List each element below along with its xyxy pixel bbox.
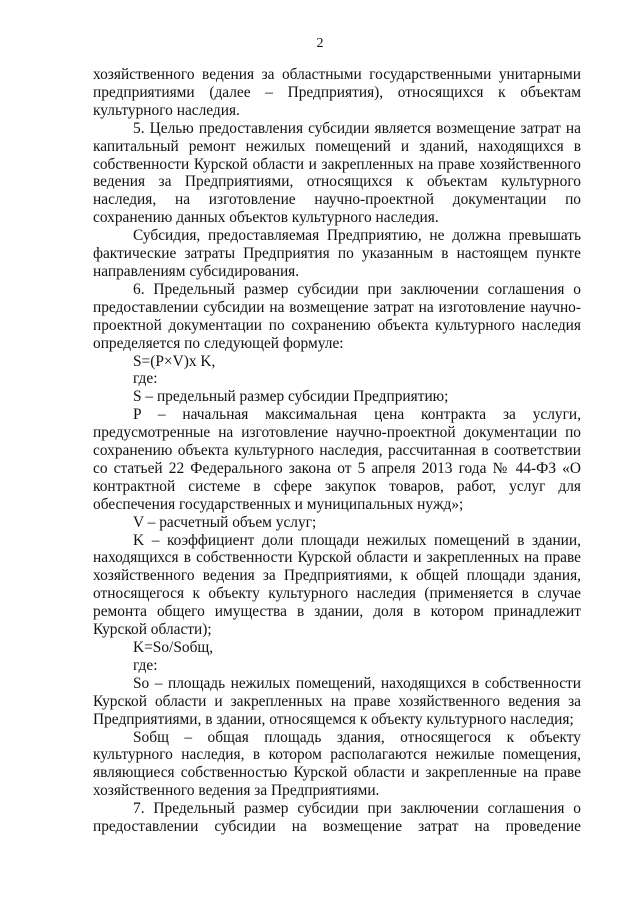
document-body — [93, 66, 581, 836]
paragraph: 5. Целью предоставления субсидии является возмещение затрат на капитальный ремонт нежилых помещений и зданий, находящихся в собственности Курской области и закрепленных на праве хозяйственного ведения за Предприятиями, относящихся к объектам культурного наследия, на изготовление научно-проектной документации по сохранению данных объектов культурного наследия. — [93, 119, 581, 227]
paragraph: хозяйственного ведения за областными государственными унитарными предприятиями (далее – Предприятия), относящихся к объектам культурного наследия. — [93, 66, 581, 119]
paragraph: So – площадь нежилых помещений, находящихся в собственности Курской области и закрепленных на праве хозяйственного ведения за Предприятиями, в здании, относящемся к объекту культурного наследия; — [93, 674, 581, 728]
paragraph: где: — [133, 370, 158, 388]
page-number: 2 — [316, 36, 324, 51]
paragraph: Субсидия, предоставляемая Предприятию, не должна превышать фактические затраты Предприятия по указанным в настоящем пункте направлениям субсидирования. — [93, 227, 581, 280]
paragraph: S=(P×V)x K, — [133, 352, 216, 370]
paragraph: K – коэффициент доли площади нежилых помещений в здании, находящихся в собственности Курской области и закрепленных на праве хозяйственного ведения за Предприятиями, к общей площади здания, относящегося к объекту культурного наследия (применяется в случае ремонта общего имущества в здании, доля в котором принадлежит Курской области); — [93, 531, 581, 639]
paragraph: 6. Предельный размер субсидии при заключении соглашения о предоставлении субсидии на возмещение затрат на изготовление научно-проектной документации по сохранению объекта культурного наследия определяется по следующей формуле: — [93, 280, 581, 352]
paragraph: V – расчетный объем услуг; — [133, 513, 317, 531]
paragraph: S – предельный размер субсидии Предприятию; — [133, 388, 449, 406]
paragraph: Sобщ – общая площадь здания, относящегося к объекту культурного наследия, в котором располагаются нежилые помещения, являющиеся собственностью Курской области и закрепленные на праве хозяйственного ведения за Предприятиями. — [93, 728, 581, 800]
paragraph: P – начальная максимальная цена контракта за услуги, предусмотренные на изготовление научно-проектной документации по сохранению объекта культурного наследия, рассчитанная в соответствии со статьей 22 Федерального закона от 5 апреля 2013 года № 44-ФЗ «О контрактной системе в сфере закупок товаров, работ, услуг для обеспечения государственных и муниципальных нужд»; — [93, 406, 581, 513]
paragraph: K=So/Sобщ, — [133, 639, 214, 656]
paragraph: где: — [133, 656, 158, 674]
paragraph: 7. Предельный размер субсидии при заключении соглашения о предоставлении субсидии на возмещение затрат на проведение — [93, 800, 581, 836]
